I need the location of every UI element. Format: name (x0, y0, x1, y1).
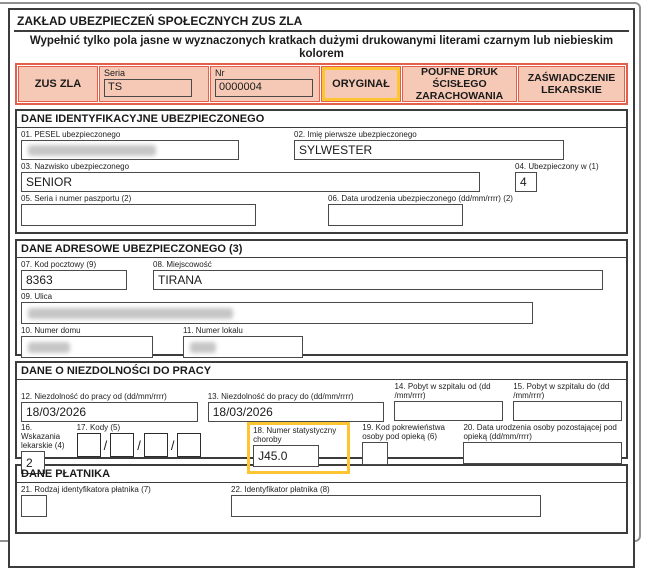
row-12-15 (21, 382, 622, 422)
field-16-medical-indications: 16. Wskazania lekarskie (4) 2 (21, 423, 67, 474)
seria-cell (99, 66, 209, 102)
code-separator: / (103, 437, 108, 453)
nr-label: Nr (215, 68, 225, 78)
field-14-hospital-from: 14. Pobyt w szpitalu od (dd /mm/rrrr) (394, 382, 503, 422)
field-10-house-number-input[interactable] (21, 336, 153, 358)
field-21-payer-id-type: 21. Rodzaj identyfikatora płatnika (7) (21, 485, 231, 517)
field-22-payer-id: 22. Identyfikator płatnika (8) (231, 485, 541, 517)
nr-input[interactable]: 0000004 (215, 79, 313, 97)
field-04-insured-in: 04. Ubezpieczony w (1) 4 (515, 162, 622, 192)
redacted-value (28, 342, 70, 353)
field-22-payer-id-input[interactable] (231, 495, 541, 517)
codes-boxes (77, 433, 247, 457)
field-02-first-name-input[interactable]: SYLWESTER (294, 140, 564, 160)
field-06-birth-date-input[interactable] (328, 204, 463, 226)
field-18-disease-code-input[interactable]: J45.0 (253, 445, 319, 467)
section-payer (15, 464, 628, 534)
field-07-postal-code: 07. Kod pocztowy (9) 8363 (21, 260, 127, 290)
section-identification (15, 109, 628, 234)
field-17-code-box-2[interactable] (110, 433, 134, 457)
field-17-codes: 17. Kody (5) / / / (77, 423, 247, 457)
row-21-22 (21, 485, 622, 517)
field-12-incapacity-from: 12. Niezdolność do pracy od (dd/mm/rrrr) 18/03/2026 (21, 382, 198, 422)
field-19-kinship-code: 19. Kod pokrewieństwa osoby pod opieką (6) (362, 423, 453, 465)
field-09-street-input[interactable] (21, 302, 533, 324)
code-separator: / (137, 437, 141, 453)
field-08-city-input[interactable]: TIRANA (153, 270, 603, 290)
row-09 (21, 292, 622, 324)
field-15-hospital-to: 15. Pobyt w szpitalu do (dd /mm/rrrr) (513, 382, 622, 422)
field-13-incapacity-to: 13. Niezdolność do pracy do (dd/mm/rrrr) 18/03/2026 (208, 382, 385, 422)
original-badge: ORYGINAŁ (321, 66, 401, 102)
form-instruction: Wypełnić tylko pola jasne w wyznaczonych kratkach dużymi drukowanymi literami czarnym lub niebieskim kolorem (29, 35, 614, 60)
seria-label: Seria (104, 68, 126, 78)
zus-zla-form (8, 8, 635, 568)
field-01-pesel-input[interactable] (21, 140, 239, 160)
field-03-surname: 03. Nazwisko ubezpieczonego SENIOR (21, 162, 480, 192)
field-21-payer-id-type-input[interactable] (21, 495, 47, 517)
section-incapacity (15, 361, 628, 470)
field-01-pesel: 01. PESEL ubezpieczonego (21, 130, 239, 160)
field-02-first-name: 02. Imię pierwsze ubezpieczonego SYLWESTER (294, 130, 564, 160)
row-07-08 (21, 260, 622, 290)
field-08-city: 08. Miejscowość TIRANA (153, 260, 603, 290)
field-20-caree-birth-date-input[interactable] (463, 442, 622, 464)
row-03-04 (21, 162, 622, 192)
field-07-postal-code-input[interactable]: 8363 (21, 270, 127, 290)
form-header-row (15, 63, 628, 105)
row-01-02 (21, 130, 622, 160)
field-17-code-box-3[interactable] (144, 433, 168, 457)
field-12-incapacity-from-input[interactable]: 18/03/2026 (21, 402, 198, 422)
field-11-apartment-number: 11. Numer lokalu (183, 326, 303, 358)
field-17-code-box-1[interactable] (77, 433, 101, 457)
form-code-cell: ZUS ZLA (18, 66, 98, 102)
redacted-value (28, 308, 233, 319)
field-05-passport: 05. Seria i numer paszportu (2) (21, 194, 256, 226)
field-09-street: 09. Ulica (21, 292, 533, 324)
confidential-cell: POUFNE DRUK ŚCISŁEGO ZARACHOWANIA (402, 66, 517, 102)
certificate-cell: ZAŚWIADCZENIE LEKARSKIE (518, 66, 625, 102)
section-address-title: DANE ADRESOWE UBEZPIECZONEGO (3) (17, 241, 626, 258)
field-04-insured-in-input[interactable]: 4 (515, 172, 537, 192)
row-05-06 (21, 194, 622, 226)
section-incapacity-title: DANE O NIEZDOLNOŚCI DO PRACY (17, 363, 626, 380)
section-address (15, 239, 628, 356)
field-17-code-box-4[interactable] (177, 433, 201, 457)
field-16-medical-indications-input[interactable]: 2 (21, 451, 45, 474)
section-identification-title: DANE IDENTYFIKACYJNE UBEZPIECZONEGO (17, 111, 626, 128)
field-15-hospital-to-input[interactable] (513, 401, 622, 421)
redacted-value (190, 342, 216, 353)
field-05-passport-input[interactable] (21, 204, 256, 226)
field-03-surname-input[interactable]: SENIOR (21, 172, 480, 192)
form-title: ZAKŁAD UBEZPIECZEŃ SPOŁECZNYCH ZUS ZLA (14, 12, 629, 32)
code-separator: / (170, 437, 175, 453)
section-payer-title: DANE PŁATNIKA (17, 466, 626, 483)
field-11-apartment-number-input[interactable] (183, 336, 303, 358)
row-10-11 (21, 326, 622, 358)
nr-cell (210, 66, 320, 102)
field-14-hospital-from-input[interactable] (394, 401, 503, 421)
field-13-incapacity-to-input[interactable]: 18/03/2026 (208, 402, 385, 422)
field-20-caree-birth-date: 20. Data urodzenia osoby pozostającej pod opieką (dd/mm/rrrr) (463, 423, 622, 464)
redacted-value (28, 145, 156, 156)
seria-input[interactable]: TS (104, 79, 192, 97)
field-10-house-number: 10. Numer domu (21, 326, 153, 358)
field-06-birth-date: 06. Data urodzenia ubezpieczonego (dd/mm/rrrr) (2) (328, 194, 528, 226)
field-18-disease-code-highlight: 18. Numer statystyczny choroby J45.0 (247, 422, 350, 474)
field-19-kinship-code-input[interactable] (362, 442, 388, 465)
